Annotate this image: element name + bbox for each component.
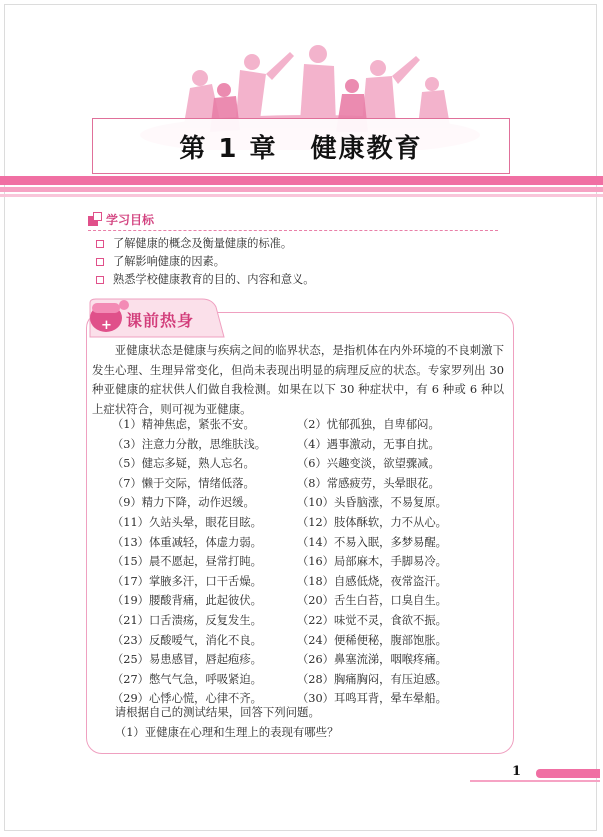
symptom-item: （7）懒于交际，情绪低落。: [112, 476, 255, 490]
symptom-item: （9）精力下降，动作迟缓。: [112, 496, 255, 510]
symptom-item: （11）久站头晕，眼花目眩。: [112, 516, 262, 529]
symptom-item: （6）兴趣变淡，欲望骤减。: [297, 457, 440, 471]
symptom-item: （17）掌腋多汗，口干舌燥。: [112, 574, 262, 588]
symptom-item: （24）便稀便秘，腹部饱胀。: [297, 633, 447, 647]
symptom-item: （19）腰酸背痛，此起彼伏。: [112, 594, 262, 608]
checkbox-icon: [96, 258, 104, 266]
objectives-header: [88, 208, 154, 230]
chapter-title: 第 1 章 健康教育: [179, 133, 423, 164]
header-stripe-1: [0, 176, 603, 185]
symptom-item: （1）精神焦虑，紧张不安。: [112, 418, 255, 431]
symptom-item: （5）健忘多疑，熟人忘名。: [112, 457, 255, 471]
objective-item: 了解影响健康的因素。: [96, 253, 314, 271]
symptom-item: （15）晨不愿起，昼常打盹。: [112, 555, 262, 569]
objective-item: 了解健康的概念及衡量健康的标准。: [96, 235, 314, 253]
header-stripe-3: [0, 194, 603, 197]
footer-line: [470, 780, 600, 782]
objectives-divider: [88, 230, 498, 231]
symptom-item: （3）注意力分散，思维肤浅。: [112, 437, 267, 451]
symptom-item: （18）自感低烧，夜常盗汗。: [297, 574, 447, 588]
symptom-item: （14）不易入眠，多梦易醒。: [297, 535, 447, 549]
symptom-item: （26）鼻塞流涕，咽喉疼痛。: [297, 653, 447, 667]
checkbox-icon: [96, 276, 104, 284]
checkbox-icon: [96, 240, 104, 248]
symptom-item: （10）头昏脑涨，不易复原。: [297, 496, 447, 510]
header-stripe-2: [0, 187, 603, 192]
symptom-item: （30）耳鸣耳背，晕车晕船。: [297, 692, 447, 706]
symptom-item: （2）忧郁孤独，自卑郁闷。: [297, 418, 440, 431]
symptom-item: （12）肢体酥软，力不从心。: [297, 516, 447, 529]
symptom-item: （16）局部麻木，手脚易冷。: [297, 555, 447, 569]
squares-icon: [88, 212, 102, 226]
symptom-item: （20）舌生白苔，口臭自生。: [297, 594, 447, 608]
warmup-title: 课前热身: [126, 311, 195, 330]
objective-item: 熟悉学校健康教育的目的、内容和意义。: [96, 271, 314, 289]
symptom-item: （4）遇事激动，无事自扰。: [297, 437, 440, 451]
symptom-item: （25）易患感冒，唇起疱疹。: [112, 653, 262, 667]
warmup-intro: [92, 341, 504, 419]
prompt-text: 请根据自己的测试结果，回答下列问题。: [114, 705, 320, 719]
objectives-list: [96, 235, 314, 289]
symptom-item: （29）心悸心慌，心律不齐。: [112, 692, 262, 706]
plus-icon: +: [101, 318, 112, 333]
symptom-item: （22）味觉不灵，食欲不振。: [297, 614, 447, 627]
symptom-item: （21）口舌溃疡，反复发生。: [112, 614, 262, 627]
chapter-title-box: [92, 118, 510, 174]
page-number: 1: [512, 764, 522, 779]
footer-bar: [536, 769, 600, 778]
intro-paragraph: 亚健康状态是健康与疾病之间的临界状态，是指机体在内外环境的不良刺激下发生心理、生理异常变化，但尚未表现出明显的病理反应的状态。专家罗列出 30 种亚健康的症状供人们做自我检测。如果在以下 30 种症状中，有 6 种或 6 种以上症状符合，则可视为亚健康。: [92, 343, 504, 416]
symptom-item: （8）常感疲劳，头晕眼花。: [297, 476, 440, 490]
symptom-item: （27）憋气气急，呼吸紧迫。: [112, 672, 262, 686]
objectives-title: 学习目标: [106, 212, 155, 227]
symptom-item: （13）体重减轻，体虚力弱。: [112, 535, 262, 549]
symptom-item: （23）反酸嗳气，消化不良。: [112, 633, 262, 647]
symptom-item: （28）胸痛胸闷，有压迫感。: [297, 672, 447, 686]
question-1: （1）亚健康在心理和生理上的表现有哪些？: [114, 725, 339, 739]
